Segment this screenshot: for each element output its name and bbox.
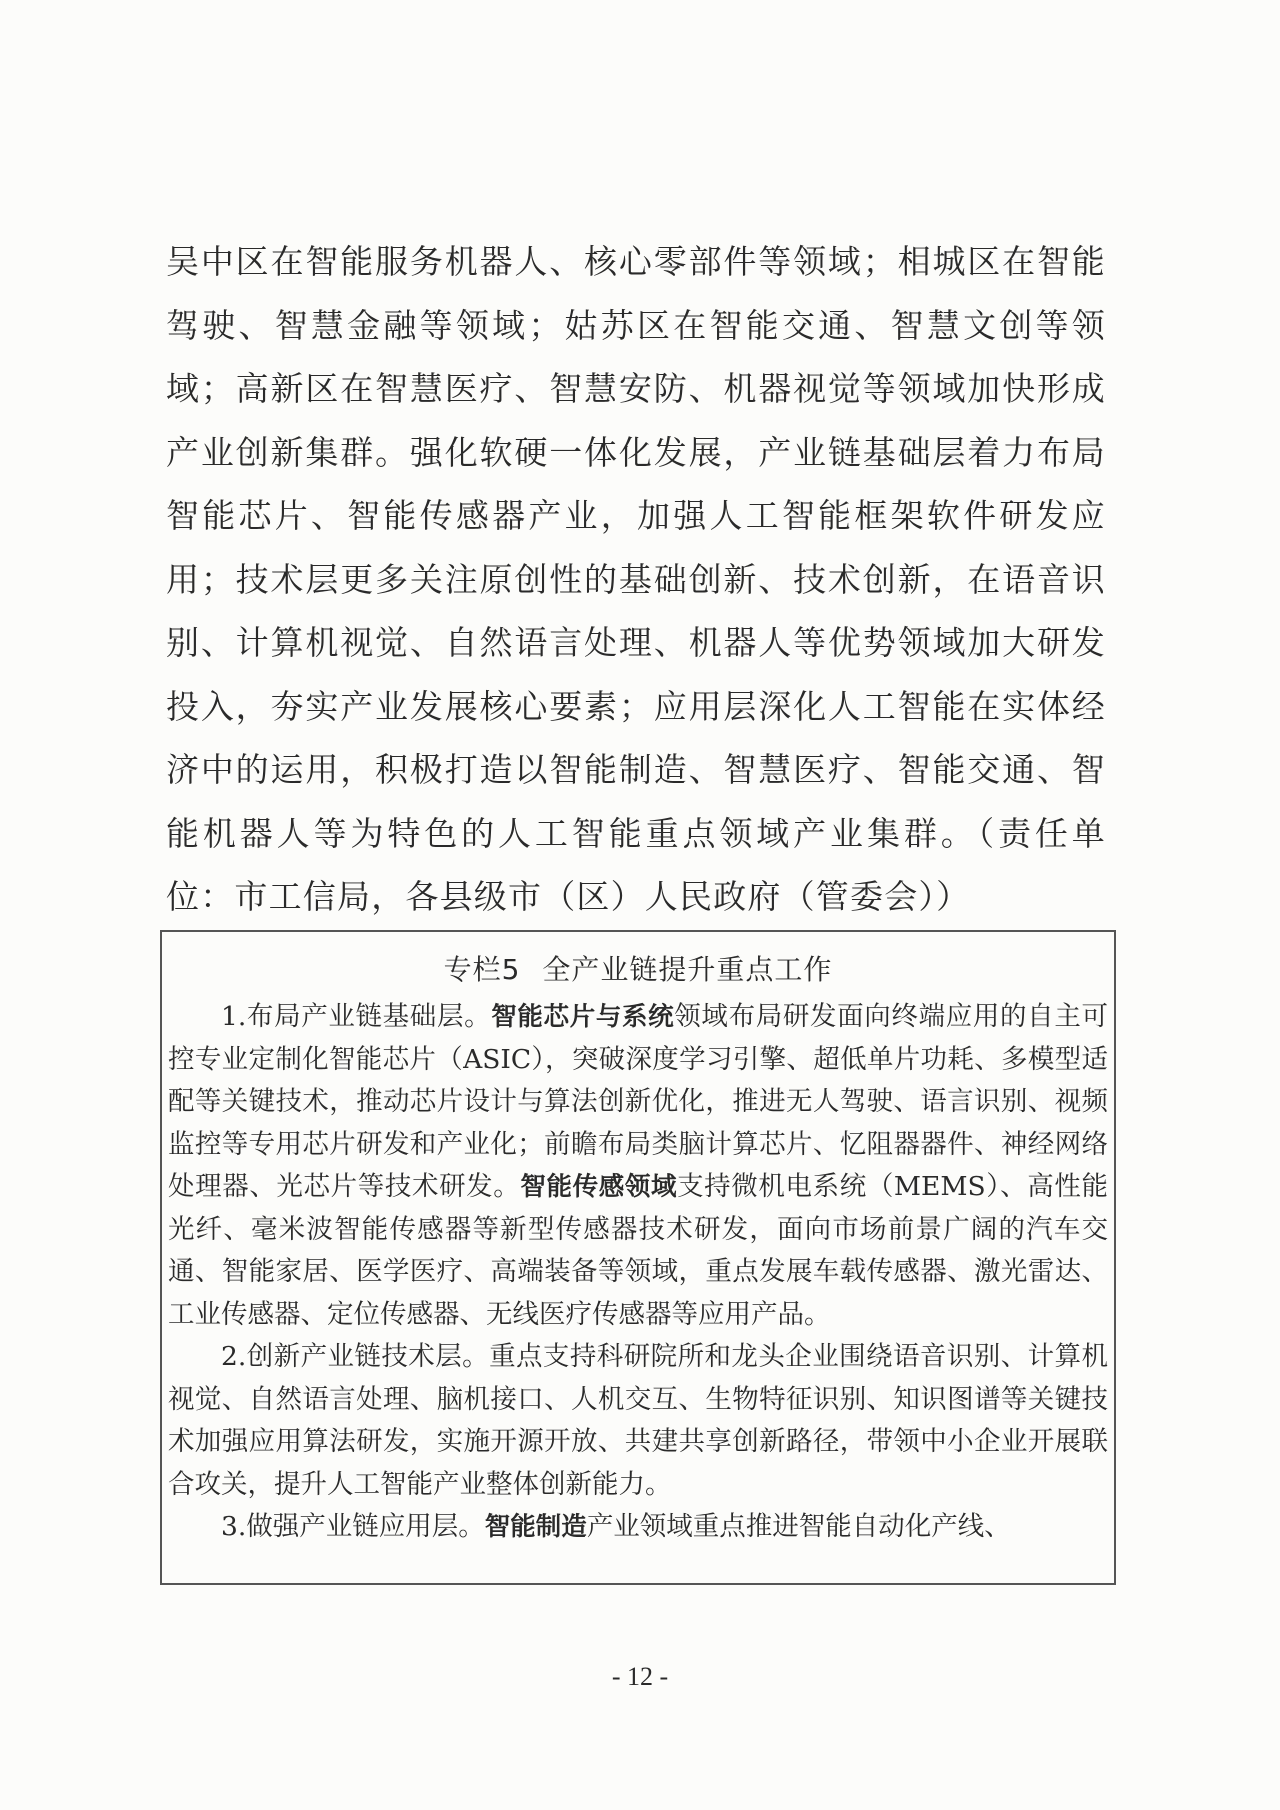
column-paragraph-2: 2.创新产业链技术层。重点支持科研院所和龙头企业围绕语音识别、计算机视觉、自然语言处理、脑机接口、人机交互、生物特征识别、知识图谱等关键技术加强应用算法研发，实施开源开放、共建共享创新路径，带领中小企业开展联合攻关，提升人工智能产业整体创新能力。 <box>168 1341 1108 1500</box>
para1-text-1: 领域布局研发面向终端应用的自主可控专业定制化智能芯片（ASIC），突破深度学习引擎、超低单片功耗、多模型适配等关键技术，推动芯片设计与算法创新优化，推进无人驾驶、语言识别、视频监控等专用芯片研发和产业化；前瞻布局类脑计算芯片、忆阻器器件、神经网络处理器、光芯片等技术研发。 <box>168 1001 1108 1202</box>
para3-bold-1: 智能制造 <box>484 1512 587 1542</box>
page-number: - 12 - <box>611 1662 669 1691</box>
column-title <box>168 948 1108 988</box>
body-paragraph: 吴中区在智能服务机器人、核心零部件等领域；相城区在智能驾驶、智慧金融等领域；姑苏区在智能交通、智慧文创等领域；高新区在智慧医疗、智慧安防、机器视觉等领域加快形成产业创新集群。强化软硬一体化发展，产业链基础层着力布局智能芯片、智能传感器产业，加强人工智能框架软件研发应用；技术层更多关注原创性的基础创新、技术创新，在语音识别、计算机视觉、自然语言处理、机器人等优势领域加大研发投入，夯实产业发展核心要素；应用层深化人工智能在实体经济中的运用，积极打造以智能制造、智慧医疗、智能交通、智能机器人等为特色的人工智能重点领域产业集群。（责任单位：市工信局，各县级市（区）人民政府（管委会）） <box>166 242 1106 916</box>
para1-text-2: 支持微机电系统（MEMS）、高性能光纤、毫米波智能传感器等新型传感器技术研发，面向市场前景广阔的汽车交通、智能家居、医学医疗、高端装备等领域，重点发展车载传感器、激光雷达、工业传感器、定位传感器、无线医疗传感器等应用产品。 <box>168 1171 1108 1330</box>
para3-text-1: 产业领域重点推进智能自动化产线、 <box>586 1511 1011 1542</box>
para1-bold-2: 智能传感领域 <box>520 1172 678 1202</box>
column-paragraph-3 <box>168 1506 1108 1549</box>
column-box <box>160 930 1116 1585</box>
column-paragraph-1 <box>168 996 1108 1336</box>
column-title-number: 专栏5 <box>443 953 521 986</box>
para1-lead: 1.布局产业链基础层。 <box>221 1001 492 1032</box>
column-title-text: 全产业链提升重点工作 <box>542 953 833 986</box>
para3-lead: 3.做强产业链应用层。 <box>221 1511 485 1542</box>
para1-bold-1: 智能芯片与系统 <box>491 1002 675 1032</box>
